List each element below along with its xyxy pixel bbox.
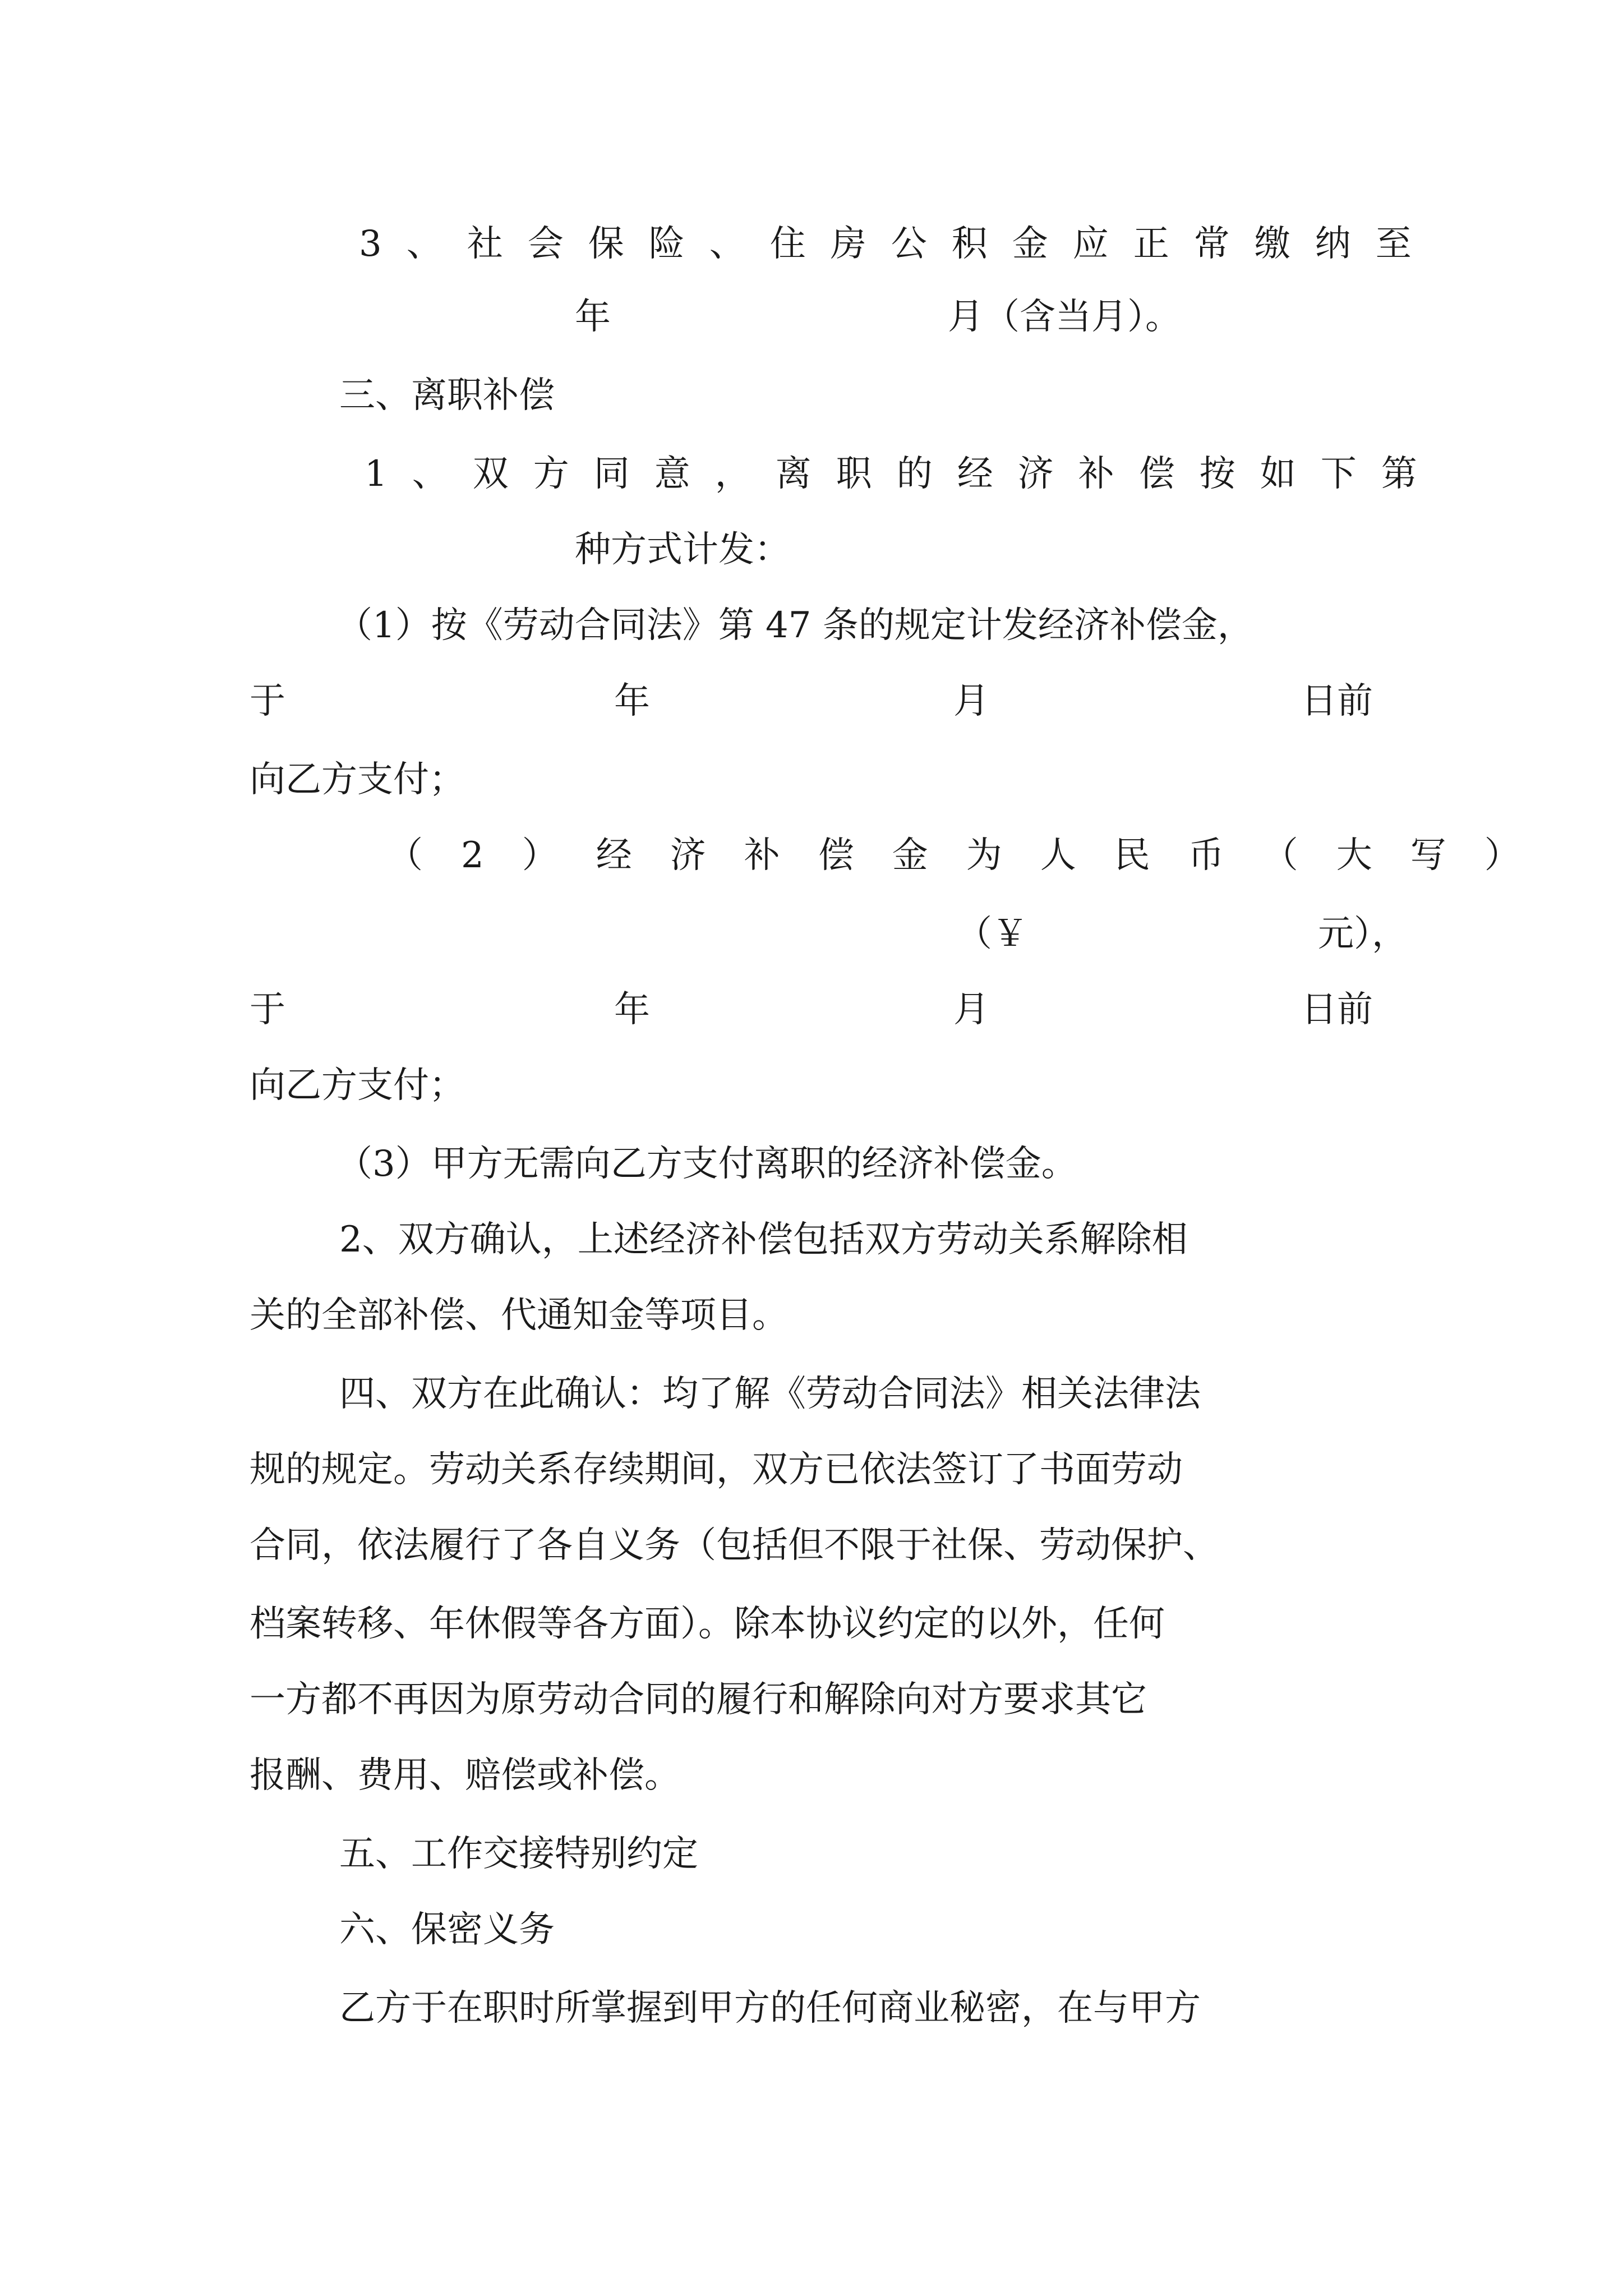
- section4-line-3: 合同，依法履行了各自义务（包括但不限于社保、劳动保护、: [250, 1525, 1219, 1566]
- section3-heading: 三、离职补偿: [339, 375, 555, 416]
- opt1-yu: 于: [250, 680, 285, 722]
- section4-line-5: 一方都不再因为原劳动合同的履行和解除向对方要求其它: [250, 1679, 1147, 1720]
- section4-line-6: 报酬、费用、赔偿或补偿。: [250, 1755, 680, 1796]
- section4-line-4: 档案转移、年休假等各方面）。除本协议约定的以外，任何: [250, 1603, 1165, 1645]
- section5-heading: 五、工作交接特别约定: [339, 1833, 698, 1875]
- section4-line-1: 四、双方在此确认：均了解《劳动合同法》相关法律法: [339, 1373, 1201, 1415]
- item1-line1: 1、双方同意，离职的经济补偿按如下第: [365, 453, 1442, 495]
- opt2-month: 月: [953, 989, 989, 1030]
- opt3-text: （3）甲方无需向乙方支付离职的经济补偿金。: [336, 1143, 1077, 1185]
- item3-line1: 3、社会保险、住房公积金应正常缴纳至: [359, 223, 1436, 265]
- section6-line1: 乙方于在职时所掌握到甲方的任何商业秘密，在与甲方: [339, 1987, 1201, 2029]
- section6-heading: 六、保密义务: [339, 1909, 555, 1950]
- opt2-yuan: 元），: [1318, 913, 1408, 955]
- opt1-day-before: 日前: [1301, 680, 1373, 722]
- opt2-yen: （￥: [956, 913, 1028, 955]
- opt2-yu: 于: [250, 989, 285, 1030]
- opt1-year: 年: [614, 680, 650, 722]
- opt1-month: 月: [953, 680, 989, 722]
- opt2-year: 年: [614, 989, 650, 1030]
- opt2-day-before: 日前: [1301, 989, 1373, 1030]
- opt2-line1: （2）经济补偿金为人民币（大写）: [387, 835, 1559, 876]
- item3-year: 年: [575, 296, 611, 338]
- opt1-tail: 向乙方支付；: [250, 759, 465, 800]
- item2-line2: 关的全部补偿、代通知金等项目。: [250, 1295, 788, 1336]
- item2-line1: 2、双方确认，上述经济补偿包括双方劳动关系解除相: [339, 1219, 1188, 1260]
- item3-month-tail: 月（含当月）。: [948, 296, 1181, 338]
- section4-line-2: 规的规定。劳动关系存续期间，双方已依法签订了书面劳动: [250, 1449, 1183, 1490]
- item1-line2: 种方式计发：: [575, 529, 790, 570]
- opt2-tail: 向乙方支付；: [250, 1065, 465, 1106]
- opt1-line1: （1）按《劳动合同法》第 47 条的规定计发经济补偿金，: [336, 605, 1253, 646]
